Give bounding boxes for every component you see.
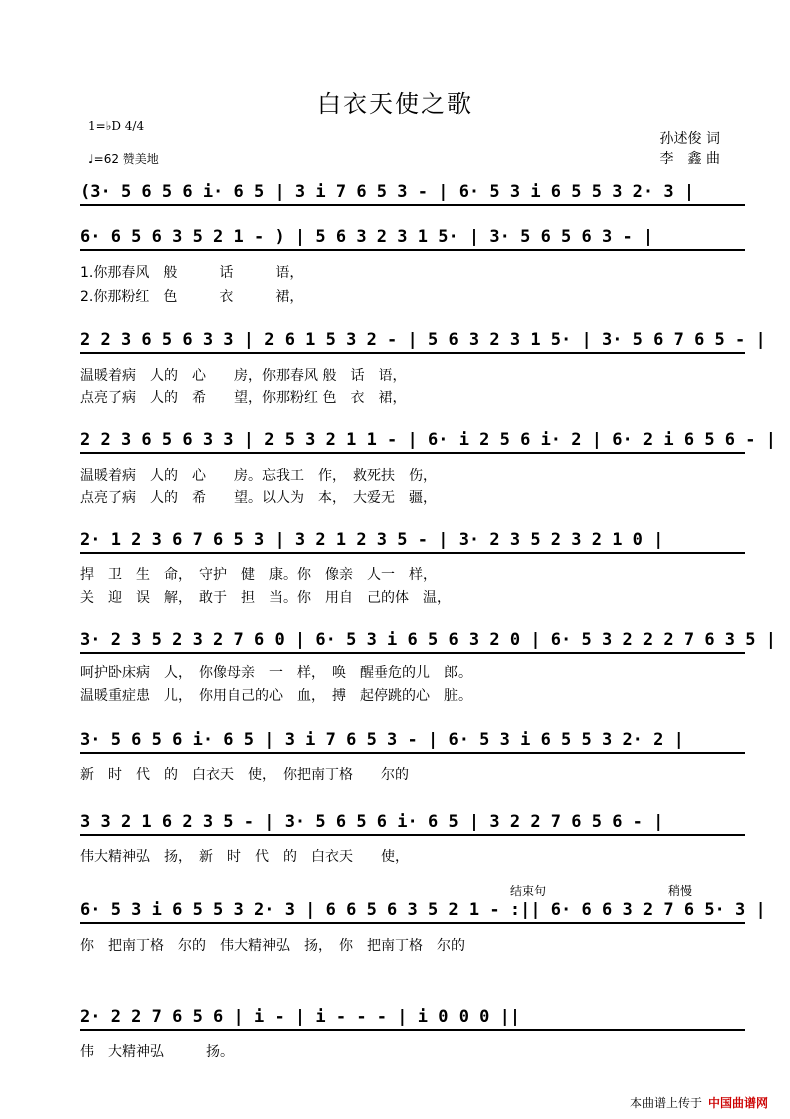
lyric-line: 新 时 代 的 白衣天 使， 你把南丁格 尔的 bbox=[80, 767, 409, 783]
staff-line-9: 6· 5 3 i 6 5 5 3 2· 3 | 6 6 5 6 3 5 2 1 - :|| 6· 6 6 3 2 7 6 5· 3 | bbox=[80, 898, 745, 922]
key-signature: 1=♭D 4/4 bbox=[88, 119, 145, 133]
lyric-line: 点亮了病 人的 希 望，你那粉红 色 衣 裙， bbox=[80, 390, 407, 406]
staff-line-2: 6· 6 5 6 3 5 2 1 - ) | 5 6 3 2 3 1 5· | 3· 5 6 5 6 3 - | bbox=[80, 225, 745, 249]
composer-credit: 李 鑫 曲 bbox=[659, 151, 720, 167]
lyric-line: 温暖着病 人的 心 房，你那春风 般 话 语， bbox=[80, 368, 407, 384]
tempo-marking: ♩=62 赞美地 bbox=[88, 152, 159, 166]
lyric-line: 点亮了病 人的 希 望。以人为 本， 大爱无 疆， bbox=[80, 490, 437, 506]
footer-text: 本曲谱上传于 bbox=[629, 1096, 702, 1110]
staff-line-10: 2· 2 2 7 6 5 6 | i - | i - - - | i 0 0 0 || bbox=[80, 1005, 745, 1029]
upload-footer bbox=[630, 1094, 768, 1111]
staff-line-1: (3· 5 6 5 6 i· 6 5 | 3 i 7 6 5 3 - | 6· 5 3 i 6 5 5 3 2· 3 | bbox=[80, 180, 745, 204]
lyric-line: 呵护卧床病 人， 你像母亲 一 样， 唤 醒垂危的儿 郎。 bbox=[80, 665, 472, 681]
tempo-slower-mark: 稍慢 bbox=[668, 884, 693, 898]
lyric-line: 2.你那粉红 色 衣 裙， bbox=[80, 289, 304, 305]
lyric-line: 伟 大精神弘 扬。 bbox=[80, 1044, 234, 1060]
staff-line-4: 2 2 3 6 5 6 3 3 | 2 5 3 2 1 1 - | 6· i 2 5 6 i· 2 | 6· 2 i 6 5 6 - | bbox=[80, 428, 745, 452]
lyric-line: 伟大精神弘 扬， 新 时 代 的 白衣天 使， bbox=[80, 849, 409, 865]
ending-mark: 结束句 bbox=[510, 884, 547, 898]
staff-line-8: 3 3 2 1 6 2 3 5 - | 3· 5 6 5 6 i· 6 5 | 3 2 2 7 6 5 6 - | bbox=[80, 810, 745, 834]
lyric-line: 温暖重症患 儿， 你用自己的心 血， 搏 起停跳的心 脏。 bbox=[80, 688, 472, 704]
lyric-line: 1.你那春风 般 话 语， bbox=[80, 265, 304, 281]
lyric-line: 温暖着病 人的 心 房。忘我工 作， 救死扶 伤， bbox=[80, 468, 437, 484]
staff-line-6: 3· 2 3 5 2 3 2 7 6 0 | 6· 5 3 i 6 5 6 3 2 0 | 6· 5 3 2 2 2 7 6 3 5 | bbox=[80, 628, 745, 652]
site-logo[interactable]: 中国曲谱网 bbox=[707, 1096, 768, 1110]
staff-line-7: 3· 5 6 5 6 i· 6 5 | 3 i 7 6 5 3 - | 6· 5 3 i 6 5 5 3 2· 2 | bbox=[80, 728, 745, 752]
staff-line-5: 2· 1 2 3 6 7 6 5 3 | 3 2 1 2 3 5 - | 3· 2 3 5 2 3 2 1 0 | bbox=[80, 528, 745, 552]
staff-line-3: 2 2 3 6 5 6 3 3 | 2 6 1 5 3 2 - | 5 6 3 2 3 1 5· | 3· 5 6 7 6 5 - | bbox=[80, 328, 745, 352]
lyricist-credit: 孙述俊 词 bbox=[659, 131, 720, 147]
lyric-line: 关 迎 误 解， 敢于 担 当。你 用自 己的体 温， bbox=[80, 590, 451, 606]
song-title: 白衣天使之歌 bbox=[317, 90, 473, 118]
lyric-line: 捍 卫 生 命， 守护 健 康。你 像亲 人一 样， bbox=[80, 567, 437, 583]
lyric-line: 你 把南丁格 尔的 伟大精神弘 扬， 你 把南丁格 尔的 bbox=[80, 938, 465, 954]
